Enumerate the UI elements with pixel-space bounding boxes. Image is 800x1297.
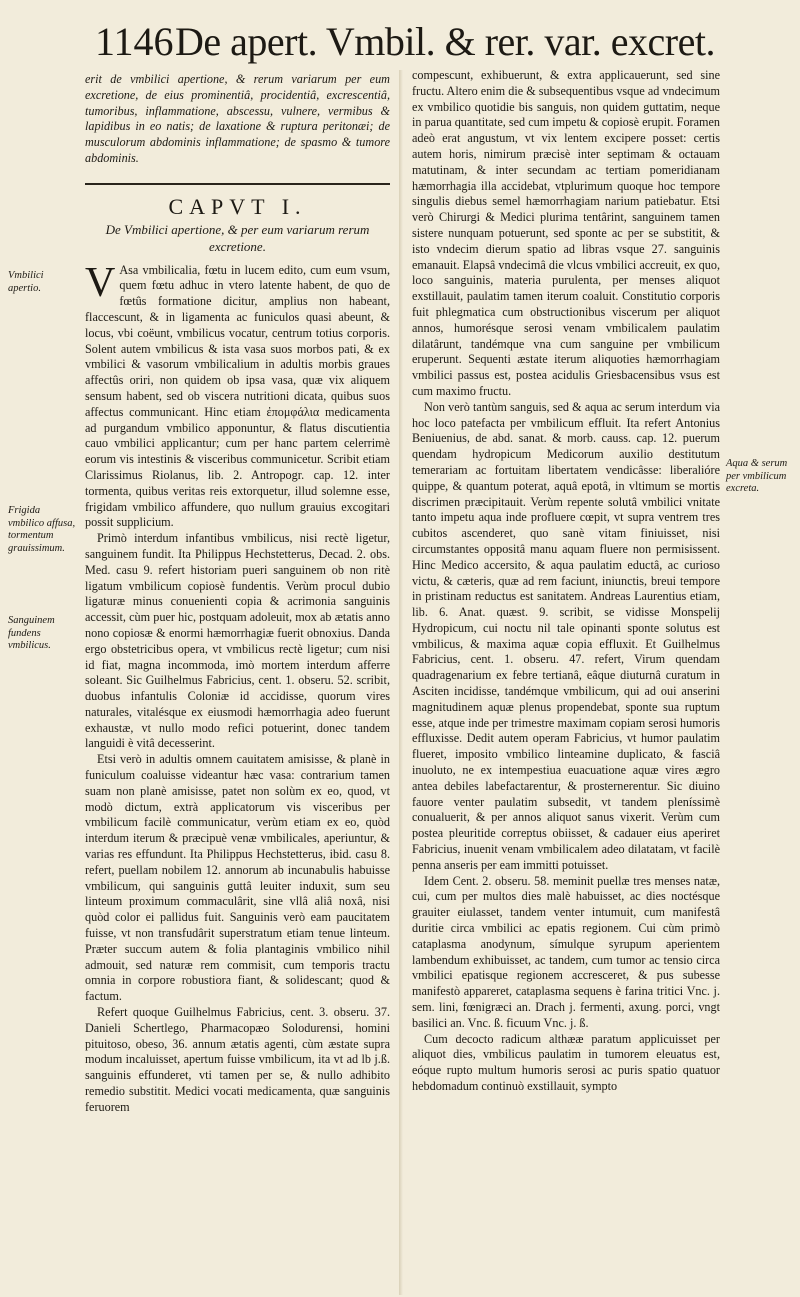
paragraph-text: Asa vmbilicalia, fœtu in lucem edito, cum eum vsum, quem fœtu adhuc in vtero latente habent, de quo de fœtûs formatione dicitur, amplius non habeant, flaccescunt, & in ligamenta ac funiculos quasi abeunt, & locus, vbi coëunt, vmbilicus vocatur, centrum totius corporis. Solent autem vmbilicus & ista vasa suos morbos pati, & ex vmbilici & vasorum vmbilicalium in adultis morbis graues affectûs oriri, non quidem ob ipsa vasa, quæ vix aliquem sensum habent, sed ob viscera nutritioni dicata, quibus suos affectus communicant. Hinc etiam ἐπομφάλια medicamenta ad purgandum vmbilico apponuntur, & flatus discutientia cauo vmbilici applicantur; cum per hanc partem celerrimè eorum vis intestinis & visceribus communicetur. Scribit etiam Clarissimus Riolanus, lib. 2. Antropogr. cap. 12. inter tormenta, quibus veritas reis extorquetur, illud solemne esse, frigidam vmbilico affundere, quo nullum grauius excogitari possit supplicium. (85, 262, 390, 530)
page-header (95, 18, 795, 66)
chapter-heading: CAPVT I. (168, 193, 307, 219)
paragraph (85, 259, 390, 532)
chapter-summary: erit de vmbilici apertione, & rerum variarum per eum excretione, de eius prominentiâ, procidentiâ, excrescentiâ, tumoribus, inflammatione, abscessu, vulnere, vermibus & lapidibus in eo natis; de laxatione & ruptura peritonæi; de musculorum abdominis inflammatione; de spasmo & tumore abdominis. (85, 72, 390, 165)
paragraph: Refert quoque Guilhelmus Fabricius, cent. 3. obseru. 37. Danieli Schertlego, Pharmacopæo Solodurensi, homini pituitoso, obeso, 36. annum ætatis agenti, cùm æstate supra modum incaluisset, apertum fuisse vmbilicum, ita vt ad lb j.ß. sanguinis effunderet, vti tamen per se, & nullo adhibito remedio substitit. Medici vocati medicamenta, quæ sanguinis feruorem (85, 1005, 390, 1114)
column-gutter (399, 70, 403, 1295)
drop-cap: V (85, 259, 116, 306)
paragraph: compescunt, exhibuerunt, & extra applicauerunt, sed sine fructu. Altero enim die & subsequentibus vsque ad vndecimum ex vmbilico quotidie bis sanguis, non quidem guttatim, neque in parua quantitate, sed cum impetu & copiosè erupit. Foramen adeò erat angustum, vt vix lentem excipere posset: certis autem horis, nimirum præcisè inter septimam & octauam matutinam, & inter secundam ac tertiam pomeridianam hæmorrhagia illa accidebat, vtplurimum quoque hoc tempore singulis diebus semel hæmorrhagiam narium patiebatur. Etsi verò Chirurgi & Medici plurima tentârint, sanguinem tamen sistere nunquam potuerunt, sed sponte ac per se substitit, & isto vndecim dierum spatio ad libras vsque 27. sanguinis emanauit. Elapsâ vndecimâ die vlcus vmbilici accreuit, ex quo, loco sanguinis, materia purulenta, per menses aliquot exstillauit, paulatim tamen iterum coaluit. Constitutio corporis fuit phlegmatica cum obstructionibus viscerum per aliquot annos, humorésque serosi venam vmbilicalem paulatim dilatârunt, tandémque vna cum sanguine per vmbilicum eruperunt. Sequenti æstate iterum aliquoties hæmorrhagiam vmbilici passus est, postea acidulis Griesbacensibus vsus est cum maximo fructu. (412, 68, 720, 398)
margin-note: Aqua & serum per vmbilicum excreta. (726, 458, 788, 494)
running-title: De apert. Vmbil. & rer. var. excret. (175, 19, 715, 64)
left-column (85, 72, 390, 1116)
page-number: 1146 (95, 19, 174, 64)
paragraph: Etsi verò in adultis omnem cauitatem amisisse, & planè in funiculum coaluisse videantur hæc vasa: contrarium tamen suam non planè amisisse, patet non solùm ex eo, quod, vt modò dictum, extrà applicatorum vis visceribus per vmbilicum facilè communicatur, verùm etiam ex eo, quòd interdum iterum & præcipuè venæ vmbilicales, aperiuntur, & varias res effundunt. Ita Philippus Hechstetterus, ibid. casu 8. refert, puellam nobilem 12. annorum ab incunabulis habuisse vmbilicum, qui sanguinis guttâ leuiter induxit, sum seu linteum proximum commaculârit, sine vllâ aliâ noxâ, nisi quòd color ei pallidus fuit. Sanguinis verò eam paucitatem fuisse, vt non transfudârit superstratum etiam tenue linteum. Præter succum autem & folia plantaginis vmbilico nihil admouit, sed naturæ rem commisit, cum temporis tractu omnia in corpore robustiora fiant, & solidescant; quod & factum. (85, 752, 390, 1004)
right-column (412, 68, 720, 1095)
margin-note: Sanguinem fundens vmbilicus. (8, 615, 55, 651)
separator-rule (85, 183, 390, 185)
paragraph: Cum decocto radicum althææ paratum applicuisset per aliquot dies, vmbilicus paulatim in tumorem eleuatus est, eóque rupto multum humoris serosi ac puris spatio quatuor hebdomadum continuò exstillauit, sympto (412, 1031, 720, 1093)
paragraph: Idem Cent. 2. obseru. 58. meminit puellæ tres menses natæ, cui, cum per multos dies malè habuisset, ac dies noctésque grauiter eiulasset, tandem venter intumuit, cum manifestâ duritie circa vmbilici ac epatis regionem. Cui cùm primò cataplasma anodynum, símulque syrupum aperientem lambendum exhibuisset, ac tandem, cum tumor ac tensio circa vmbilici epatisque regionem accresceret, & pus subesse manifestò appareret, cataplasma sequens è farina tritici Vnc. j. sem. lini, fœnigræci an. Drach j. fermenti, axung. porci, vngt basilici an. Vnc. ß. ficuum Vnc. j. ß. (412, 873, 720, 1030)
margin-note: Vmbilici apertio. (8, 270, 44, 294)
paragraph: Non verò tantùm sanguis, sed & aqua ac serum interdum via hoc loco patefacta per vmbilicum effluit. Ita refert Antonius Beniuenius, de abd. sanat. & morb. causs. cap. 12. puerum quendam hydropicum Medicorum auxilio destitutum temerariam ac fortuitam libertatem vendicâsse: liberalióre quippe, & quantum poterat, aquâ epotâ, in vltimum se mortis discrimen præcipitauit. Verùm repente solutâ vmbilici vnitate tanto impetu aqua inde profluere cœpit, vt supra ventrem tres cubitos ascenderet, quo sanè vitam finiuisset, nisi circumstantes oppositâ manu aquam fluere non permisissent. Hinc Medico accersito, & aqua paulatim eductâ, ac curioso victu, & cæteris, quæ ad rem faciunt, iniunctis, breui tempore in pristinam reductus est sanitatem. Andreas Laurentius etiam, lib. 6. Anat. quæst. 9. scribit, se vidisse Monspelij Hydropicum, cui noctu nil tale opinanti sponte solutus est vmbilicus, & maxima aquæ copia effluxit. Et Guilhelmus Fabricius, cent. 1. obseru. 47. refert, Virum quendam quadragenarium ex febre tertianâ, eâque diuturnâ curatum in Asciten incidisse, tandémque vmbilicum, qui ad oui anserini magnitudinem aquæ plenus propendebat, sponte sua ruptum esse, atque inde per trimestre maximam copiam serosi humoris effluxisse. Dedit autem operam Fabricius, vt humor paulatim flueret, imposito vmbilico linteamine duplicato, & fasciâ inuoluto, ne ex intempestiua euacuatione aquæ vires ægro antea debiles labefactarentur, & prosternerentur. Sic diuino fauore venter paulatim subsedit, vt tandem pleníssimè conualuerit, & per annos aliquot sanus vixerit. Verùm cum postea pleuritide correptus obiisset, & cadauer eius aperiret Fabricius, inuenit venam vmbilicalem adeo dilatatam, vt facilè penna anseris per eam immitti potuisset. (412, 399, 720, 872)
margin-note: Frigida vmbilico affusa, tormentum grauissimum. (8, 505, 76, 554)
chapter-title: De Vmbilici apertione, & per eum variarum rerum excretione. (105, 221, 370, 254)
paragraph: Primò interdum infantibus vmbilicus, nisi rectè ligetur, sanguinem fundit. Ita Philippus Hechstetterus, Decad. 2. obs. Med. casu 9. refert historiam pueri sanguinem ob non ritè ligatum vmbilicum copiosè fundentis. Verùm procul dubio ligaturæ minus conuenienti copia & acrimonia sanguinis accessit, cùm puer hic, postquam adoleuit, mox ab ætatis anno nono copiosæ & enormi hæmorrhagiæ fuerit obnoxius. Danda ergo obstetricibus opera, vt vmbilicus rectè ligetur; cum nisi id fiat, magna incommoda, imò mortem interdum afferre soleant. Sic Guilhelmus Fabricius, cent. 1. obseru. 52. scribit, duobus infantulis Coloniæ id accidisse, quorum vires naturales, vitalésque ex eiusmodi hæmorrhagia adeo fuerunt exhaustæ, vt nullo modo refici potuerint, donec tandem languidi è vitâ decesserint. (85, 531, 390, 751)
